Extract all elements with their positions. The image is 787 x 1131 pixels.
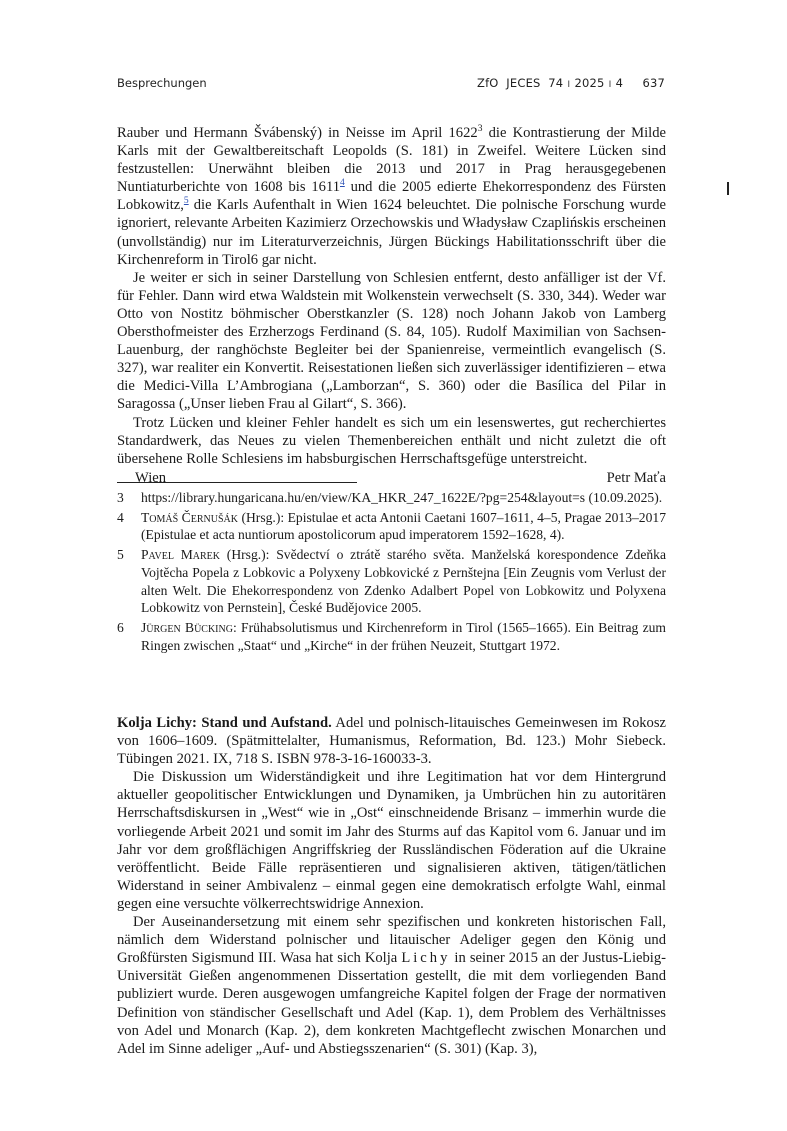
footnotes — [117, 489, 666, 656]
footnote-6 — [117, 619, 666, 654]
review-2-paragraph-1: Die Diskussion um Widerständigkeit und ihre Legitimation hat vor dem Hintergrund aktueller geopolitischer Entwicklungen und Dynamiken, ja Umbrüchen hin zu autoritären Herrschaftsdiskursen in „West“ wie in „Ost“ einschneidende Brisanz – immerhin wurde die vorliegende Arbeit 2021 und somit im Jahr des Sturms auf das Kapitol vom 6. Januar und im Jahr vor dem großflächigen Angriffskrieg der Russländischen Föderation auf die Ukraine veröffentlicht. Beide Fälle repräsentieren und signalisieren aktiven, tätigen/tätlichen Widerstand in seiner Ambivalenz – einmal gegen eine demokratisch erfolgte Wahl, einmal gegen eine versuchte völkerrechtswidrige Annexion. — [117, 769, 666, 912]
paragraph-text: Rauber und Hermann Švábenský) in Neisse im April 1622 — [117, 125, 478, 141]
journal-year: 2025 — [574, 76, 605, 90]
journal-subtitle: JECES — [506, 76, 541, 90]
footnote-text — [141, 619, 666, 654]
footnote-5 — [117, 546, 666, 617]
review-1-continuation — [117, 124, 666, 487]
review-2 — [117, 714, 666, 1058]
footnote-number: 4 — [117, 509, 124, 525]
footnote-ref-5[interactable]: 5 — [183, 196, 189, 207]
paragraph-text: die Karls Aufenthalt in Wien 1624 beleuchtet. Die polnische Forschung wurde ignoriert, relevante Arbeiten Kazimierz Orzechowskis und Władysław Czaplińskis erscheinen (unvollständig) nur im Literaturverzeichnis, Jürgen Bückings Habilitationsschrift über die Kirchenreform in Tirol6 gar nicht. — [117, 197, 666, 268]
footnote-separator — [117, 482, 357, 483]
journal-issue: 4 — [615, 76, 624, 90]
paragraph-text: und die 2005 edierte Ehekorrespondenz des Fürsten Lobkowitz, — [117, 179, 666, 214]
review-2-heading — [117, 714, 666, 768]
footnote-citation: : Frühabsolutismus und Kirchenreform in Tirol (1565–1665). Ein Beitrag zum Ringen zwischen „Staat“ und „Kirche“ in der frühen Neuzeit, Stuttgart 1972. — [141, 619, 666, 653]
margin-change-bar — [727, 182, 729, 195]
footnote-url[interactable]: https://library.hungaricana.hu/en/view/KA_HKR_247_1622E/?pg=254&layout=s (10.09.2025). — [141, 490, 663, 505]
header-separator: ı — [604, 76, 616, 90]
author-name-spaced: Lichy — [401, 950, 451, 967]
review-2-title: Kolja Lichy: Stand und Aufstand. — [117, 715, 332, 731]
running-header-journal — [477, 76, 665, 90]
review-1-paragraph-2: Je weiter er sich in seiner Darstellung von Schlesien entfernt, desto anfälliger ist der Vf. für Fehler. Dann wird etwa Waldstein mit Wolkenstein verwechselt (S. 330, 344). Weder war Otto von Nostitz böhmischer Oberstkanzler (S. 128) noch Johann Jakob von Lamberg Obersthofmeister des Erzherzogs Ferdinand (S. 84, 105). Rudolf Maximilian von Sachsen-Lauenburg, der ranghöchste Begleiter bei der Spanienreise, vermeintlich evangelisch (S. 327), war realiter ein Konvertit. Reisestationen ließen sich zuverlässiger identifizieren – etwa die Medici-Villa L’Ambrogiana („Lamborzan“, S. 360) oder die Basílica del Pilar in Saragossa („Unser lieben Frau al Gilart“, S. 366). — [117, 269, 666, 413]
review-signature — [117, 469, 666, 487]
paragraph-text: Der Auseinandersetzung mit einem sehr spezifischen und konkreten historischen Fall, nämlich dem Widerstand polnischer und litauischer Adeliger gegen den König und Großfürsten Sigismund III. Wasa hat sich Kolja — [117, 914, 666, 967]
journal-name: ZfO — [476, 76, 499, 90]
footnote-citation: (Hrsg.): Svědectví o ztrátě starého světa. Manželská korespondence Zdeňka Vojtěcha Popela z Lobkovic a Polyxeny Lobkovické z Pernštejna [Ein Zeugnis vom Verlust der alten Welt. Die Ehekorrespondenz von Zdenko Adalbert Popel von Lobkowitz und Polyxena Lobkowitz von Pernstein], České Budějovice 2005. — [141, 547, 666, 616]
review-author: Petr Maťa — [606, 469, 666, 486]
header-separator: ı — [563, 76, 575, 90]
page-number: 637 — [642, 76, 665, 90]
footnote-number: 3 — [117, 490, 124, 505]
journal-volume: 74 — [548, 76, 564, 90]
footnote-number: 5 — [117, 547, 124, 563]
review-place: Wien — [135, 469, 167, 486]
footnote-number: 6 — [117, 619, 124, 635]
footnote-text — [141, 509, 666, 544]
review-1-paragraph-1 — [117, 124, 666, 269]
footnote-citation: (Hrsg.): Epistulae et acta Antonii Caetani 1607–1611, 4–5, Pragae 2013–2017 (Epistulae et acta nuntiorum apostolicorum apud imperatorem 1592–1628, 4). — [141, 509, 666, 543]
footnote-editor: Tomáš Černušák — [141, 509, 238, 525]
footnote-editor: Pavel Marek — [141, 547, 221, 563]
footnote-author: Jürgen Bücking — [141, 619, 233, 635]
footnote-ref-4[interactable]: 4 — [340, 178, 345, 189]
footnote-text — [141, 546, 666, 617]
footnote-4 — [117, 509, 666, 544]
footnote-3 — [117, 489, 666, 507]
running-header-section: Besprechungen — [117, 76, 207, 90]
footnote-ref-3[interactable]: 3 — [477, 124, 483, 134]
review-2-citation: Adel und polnisch-litauisches Gemeinwesen im Rokosz von 1606–1609. (Spätmittelalter, Humanismus, Reformation, Bd. 123.) Mohr Siebeck. Tübingen 2021. IX, 718 S. ISBN 978-3-16-160033-3. — [117, 715, 666, 768]
paragraph-text: in seiner 2015 an der Justus-Liebig-Universität Gießen angenommenen Dissertation gestellt, die mit dem vorliegenden Band publiziert wurde. Deren ausgewogen umfangreiche Kapitel folgen der Frage der normativen Definition von ständischer Gesellschaft und Adel (Kap. 1), dem Problem des Verhältnisses von Adel und Monarch (Kap. 2), dem konkreten Machtgeflecht zwischen Monarchen und Adel im Sinne adeliger „Auf- und Abstiegsszenarien“ (S. 301) (Kap. 3), — [117, 950, 667, 1057]
paragraph-text: die Kontrastierung der Milde Karls mit der Gewaltbereitschaft Leopolds (S. 181) in Zweifel. Weitere Lücken sind festzustellen: Unerwähnt bleiben die 2013 und 2017 in Prag herausgegebenen Nuntiaturberichte von 1608 bis 1611 — [117, 125, 666, 196]
review-2-paragraph-2 — [117, 913, 666, 1058]
review-1-paragraph-3: Trotz Lücken und kleiner Fehler handelt es sich um ein lesenswertes, gut recherchiertes Standardwerk, das Neues zu vielen Themenbereichen enthält und nicht zuletzt die oft übersehene Rolle Schlesiens im habsburgischen Herrschaftsgefüge unterstreicht. — [117, 414, 666, 467]
